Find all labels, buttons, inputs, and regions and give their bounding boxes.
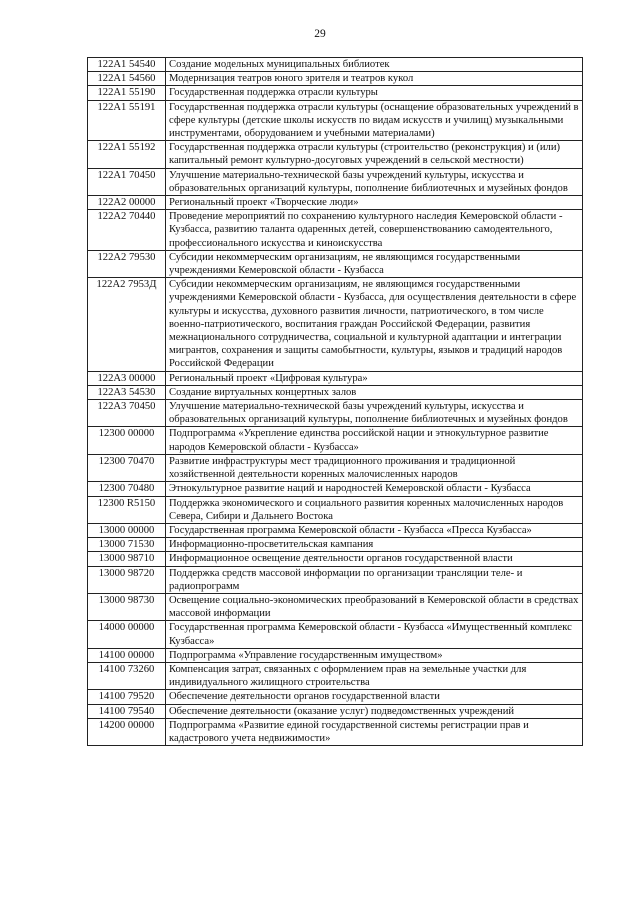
table-row xyxy=(88,552,583,566)
row-name: Освещение социально-экономических преобразований в Кемеровской области в средствах массовой информации xyxy=(166,593,583,620)
row-name: Этнокультурное развитие наций и народностей Кемеровской области - Кузбасса xyxy=(166,482,583,496)
table-row xyxy=(88,718,583,745)
row-name: Информационное освещение деятельности органов государственной власти xyxy=(166,552,583,566)
row-code: 13000 98730 xyxy=(88,593,166,620)
row-name: Поддержка средств массовой информации по организации трансляции теле- и радиопрограмм xyxy=(166,566,583,593)
row-code: 122A2 70440 xyxy=(88,210,166,251)
table-row xyxy=(88,196,583,210)
table-row xyxy=(88,100,583,141)
row-name: Подпрограмма «Развитие единой государственной системы регистрации прав и кадастрового учета недвижимости» xyxy=(166,718,583,745)
row-code: 12300 70480 xyxy=(88,482,166,496)
table-row xyxy=(88,427,583,454)
table-row xyxy=(88,566,583,593)
row-name: Поддержка экономического и социального развития коренных малочисленных народов Севера, Сибири и Дальнего Востока xyxy=(166,496,583,523)
table-row xyxy=(88,250,583,277)
row-name: Государственная программа Кемеровской области - Кузбасса «Имущественный комплекс Кузбасса» xyxy=(166,621,583,648)
row-name: Подпрограмма «Управление государственным имуществом» xyxy=(166,648,583,662)
row-code: 14100 79520 xyxy=(88,690,166,704)
row-name: Развитие инфраструктуры мест традиционного проживания и традиционной хозяйственной деятельности коренных малочисленных народов xyxy=(166,454,583,481)
row-code: 122A1 54540 xyxy=(88,58,166,72)
row-name: Обеспечение деятельности (оказание услуг) подведомственных учреждений xyxy=(166,704,583,718)
row-name: Государственная поддержка отрасли культуры xyxy=(166,86,583,100)
row-name: Государственная поддержка отрасли культуры (оснащение образовательных учреждений в сфере культуры (детские школы искусств по видам искусств и училищ) музыкальными инструментами, оборудованием и учебными материалами) xyxy=(166,100,583,141)
row-code: 13000 71530 xyxy=(88,538,166,552)
table-row xyxy=(88,496,583,523)
row-name: Проведение мероприятий по сохранению культурного наследия Кемеровской области - Кузбасса, развитию таланта одаренных детей, совершенствованию самодеятельного, профессионального искусства и киноискусства xyxy=(166,210,583,251)
row-code: 13000 98710 xyxy=(88,552,166,566)
row-code: 13000 98720 xyxy=(88,566,166,593)
row-code: 14100 00000 xyxy=(88,648,166,662)
row-code: 122A1 55192 xyxy=(88,141,166,168)
table-row xyxy=(88,400,583,427)
page-number: 29 xyxy=(314,28,326,40)
table-row xyxy=(88,482,583,496)
row-name: Создание модельных муниципальных библиотек xyxy=(166,58,583,72)
row-name: Обеспечение деятельности органов государственной власти xyxy=(166,690,583,704)
table-row xyxy=(88,168,583,195)
row-name: Субсидии некоммерческим организациям, не являющимся государственными учреждениями Кемеровской области - Кузбасса, для осуществления деятельности в сфере культуры и искусства, духовного развития личности, патриотического, в том числе военно-патриотического, воспитания граждан Российской Федерации, развития межнационального сотрудничества, социальной и культурной адаптации и интеграции мигрантов, сохранения и защиты самобытности, культуры, языков и традиций народов Российской Федерации xyxy=(166,278,583,371)
row-code: 14100 73260 xyxy=(88,662,166,689)
table-row xyxy=(88,593,583,620)
row-name: Модернизация театров юного зрителя и театров кукол xyxy=(166,72,583,86)
row-code: 122A3 00000 xyxy=(88,371,166,385)
row-code: 122A3 70450 xyxy=(88,400,166,427)
table-row xyxy=(88,58,583,72)
row-code: 14000 00000 xyxy=(88,621,166,648)
row-name: Государственная программа Кемеровской области - Кузбасса «Пресса Кузбасса» xyxy=(166,523,583,537)
table-row xyxy=(88,621,583,648)
row-name: Информационно-просветительская кампания xyxy=(166,538,583,552)
table-row xyxy=(88,210,583,251)
row-name: Региональный проект «Цифровая культура» xyxy=(166,371,583,385)
row-code: 13000 00000 xyxy=(88,523,166,537)
table-row xyxy=(88,86,583,100)
row-name: Региональный проект «Творческие люди» xyxy=(166,196,583,210)
row-code: 122A1 54560 xyxy=(88,72,166,86)
budget-classification-table xyxy=(87,57,583,746)
row-name: Создание виртуальных концертных залов xyxy=(166,385,583,399)
row-code: 122A1 55191 xyxy=(88,100,166,141)
row-code: 122A3 54530 xyxy=(88,385,166,399)
table-row xyxy=(88,72,583,86)
row-name: Улучшение материально-технической базы учреждений культуры, искусства и образовательных организаций культуры, пополнение библиотечных и музейных фондов xyxy=(166,168,583,195)
row-code: 122A1 70450 xyxy=(88,168,166,195)
row-code: 122A2 7953Д xyxy=(88,278,166,371)
row-name: Государственная поддержка отрасли культуры (строительство (реконструкция) и (или) капитальный ремонт культурно-досуговых учреждений в сельской местности) xyxy=(166,141,583,168)
table-row xyxy=(88,141,583,168)
row-name: Улучшение материально-технической базы учреждений культуры, искусства и образовательных организаций культуры, пополнение библиотечных и музейных фондов xyxy=(166,400,583,427)
table-row xyxy=(88,371,583,385)
table-row xyxy=(88,690,583,704)
row-code: 122A1 55190 xyxy=(88,86,166,100)
row-name: Компенсация затрат, связанных с оформлением прав на земельные участки для индивидуального жилищного строительства xyxy=(166,662,583,689)
row-code: 122A2 79530 xyxy=(88,250,166,277)
row-name: Подпрограмма «Укрепление единства российской нации и этнокультурное развитие народов Кемеровской области - Кузбасса» xyxy=(166,427,583,454)
table-row xyxy=(88,385,583,399)
table-row xyxy=(88,523,583,537)
row-code: 14100 79540 xyxy=(88,704,166,718)
table-row xyxy=(88,278,583,371)
row-code: 14200 00000 xyxy=(88,718,166,745)
row-code: 122A2 00000 xyxy=(88,196,166,210)
table-row xyxy=(88,704,583,718)
table-row xyxy=(88,538,583,552)
row-code: 12300 R5150 xyxy=(88,496,166,523)
table-body xyxy=(88,58,583,746)
row-name: Субсидии некоммерческим организациям, не являющимся государственными учреждениями Кемеровской области - Кузбасса xyxy=(166,250,583,277)
row-code: 12300 00000 xyxy=(88,427,166,454)
table-row xyxy=(88,662,583,689)
table-row xyxy=(88,454,583,481)
row-code: 12300 70470 xyxy=(88,454,166,481)
table-row xyxy=(88,648,583,662)
